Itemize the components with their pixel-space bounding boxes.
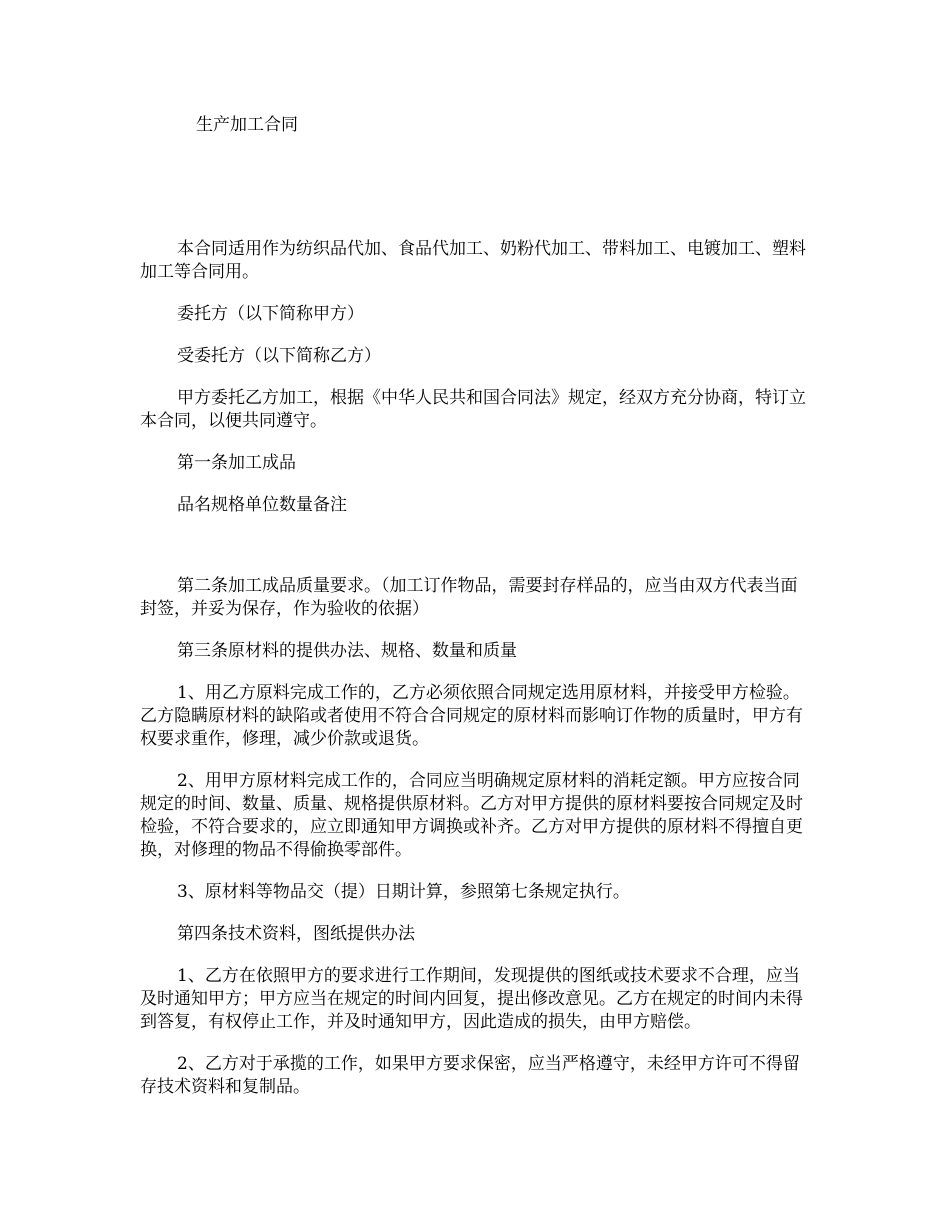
paragraph-party-a: 委托方（以下简称甲方） <box>177 304 364 324</box>
article-4-heading: 第四条技术资料，图纸提供办法 <box>177 924 415 944</box>
article-3-clause-2: 2、用甲方原材料完成工作的，合同应当明确规定原材料的消耗定额。甲方应按合同规定的时间、数量、质量、规格提供原材料。乙方对甲方提供的原材料要按合同规定及时检验，不符合要求的，应立即通知甲方调换或补齐。乙方对甲方提供的原材料不得擅自更换，对修理的物品不得偷换零部件。 <box>140 771 803 860</box>
article-1-table-header: 品名规格单位数量备注 <box>177 495 347 515</box>
paragraph-party-b: 受委托方（以下简称乙方） <box>177 346 381 366</box>
article-3-clause-3: 3、原材料等物品交（提）日期计算，参照第七条规定执行。 <box>177 882 630 902</box>
paragraph-preamble: 甲方委托乙方加工，根据《中华人民共和国合同法》规定，经双方充分协商，特订立本合同，以便共同遵守。 <box>140 388 806 431</box>
document-body <box>140 238 812 1099</box>
article-4-clause-2: 2、乙方对于承揽的工作，如果甲方要求保密，应当严格遵守，未经甲方许可不得留存技术资料和复制品。 <box>140 1054 800 1097</box>
article-3-clause-1: 1、用乙方原料完成工作的，乙方必须依照合同规定选用原材料，并接受甲方检验。乙方隐瞒原材料的缺陷或者使用不符合合同规定的原材料而影响订作物的质量时，甲方有权要求重作，修理，减少价款或退货。 <box>140 683 803 749</box>
article-2-heading: 第二条加工成品质量要求。（加工订作物品，需要封存样品的，应当由双方代表当面封签，并妥为保存，作为验收的依据） <box>140 576 798 619</box>
article-1-heading: 第一条加工成品 <box>177 453 296 473</box>
paragraph-scope: 本合同适用作为纺织品代加、食品代加工、奶粉代加工、带料加工、电镀加工、塑料加工等合同用。 <box>140 239 806 282</box>
article-3-heading: 第三条原材料的提供办法、规格、数量和质量 <box>177 641 517 661</box>
document-title: 生产加工合同 <box>196 115 298 135</box>
article-4-clause-1: 1、乙方在依照甲方的要求进行工作期间，发现提供的图纸或技术要求不合理，应当及时通知甲方；甲方应当在规定的时间内回复，提出修改意见。乙方在规定的时间内未得到答复，有权停止工作，并及时通知甲方，因此造成的损失，由甲方赔偿。 <box>140 966 803 1032</box>
